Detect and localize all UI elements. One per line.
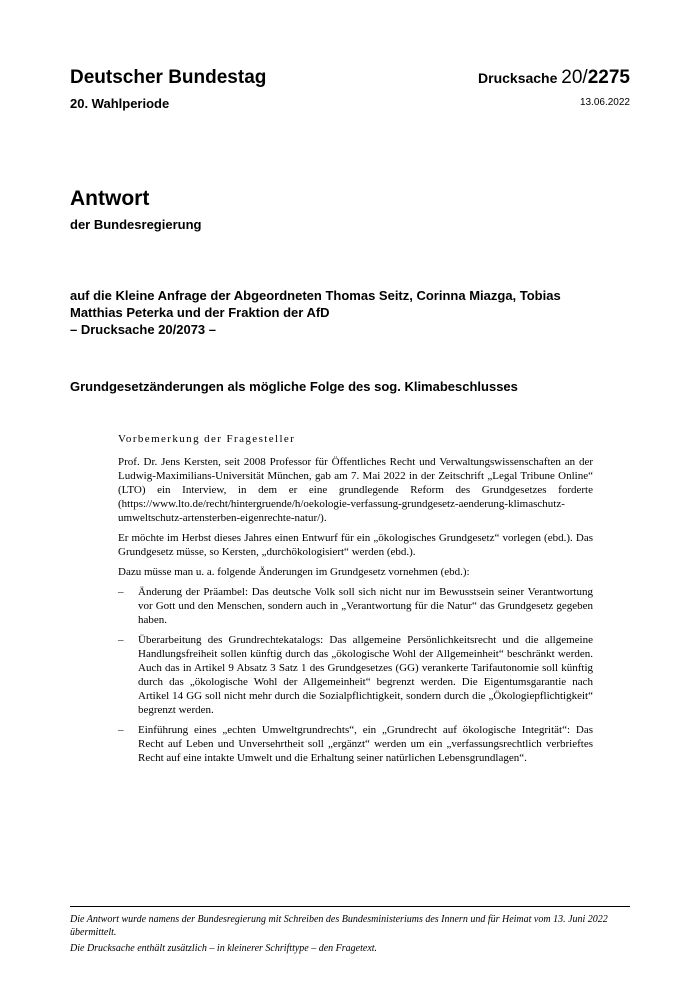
list-item [118,633,593,717]
list-dash: – [118,724,124,736]
body-paragraph: Prof. Dr. Jens Kersten, seit 2008 Professor für Öffentliches Recht und Verwaltungswissenschaften an der Ludwig-Maximilians-Universität München, gab am 7. Mai 2022 in der Zeitschrift „Legal Tribune Online“ (LTO) ein Interview, in dem er eine grundlegende Reform des Grundgesetzes forderte (https://www.lto.de/recht/hintergruende/h/oekologie-verfassung-grundgesetz-aenderung-klimaschutz-umweltschutz-artensterben-eigenrechte-natur/). [118,456,593,524]
change-list [118,585,593,765]
printed-matter-id: 2275 [587,67,630,88]
list-item [118,723,593,765]
list-item-text: Überarbeitung des Grundrechtekatalogs: Das allgemeine Persönlichkeitsrecht und die allgemeine Handlungsfreiheit sollen künftig durch das „ökologische Wohl der Allgemeinheit“ beschränkt werden. Auch das in Artikel 9 Absatz 3 Satz 1 des Grundgesetzes (GG) verankerte Tarifautonomie soll künftig durch das „ökologische Wohl der Allgemeinheit“ begrenzt werden. Die Eigentumsgarantie nach Artikel 14 GG soll nicht mehr durch die Sozialpflichtigkeit, sondern durch die „Ökologiepflichtigkeit“ begrenzt werden. [138,634,593,716]
preliminary-remark [118,432,593,771]
printed-matter-label: Drucksache [478,70,558,86]
list-item [118,585,593,627]
footer-divider [70,906,630,907]
inquiry-line-1: auf die Kleine Anfrage der Abgeordneten Thomas Seitz, Corinna Miazga, Tobias [70,288,561,303]
list-dash: – [118,586,124,598]
document-header-left [70,66,266,90]
organization-name: Deutscher Bundestag [70,67,267,88]
printed-matter-prefix: 20/ [561,67,588,88]
document-subtitle: der Bundesregierung [70,217,202,232]
footer-note: Die Antwort wurde namens der Bundesregierung mit Schreiben des Bundesministeriums des Innern und für Heimat vom 13. Juni 2022 übermittelt. [70,914,608,938]
preliminary-remark-heading: Vorbemerkung der Fragesteller [118,433,296,445]
footer-notes [70,913,630,958]
inquiry-reference [70,287,640,338]
body-paragraph: Dazu müsse man u. a. folgende Änderungen im Grundgesetz vornehmen (ebd.): [118,566,470,578]
inquiry-line-3: – Drucksache 20/2073 – [70,322,216,337]
body-paragraph: Er möchte im Herbst dieses Jahres einen Entwurf für ein „ökologisches Grundgesetz“ vorlegen (ebd.). Das Grundgesetz müsse, so Kersten, „durchökologisiert“ werden (ebd.). [118,532,593,558]
inquiry-line-2: Matthias Peterka und der Fraktion der AfD [70,305,330,320]
list-item-text: Einführung eines „echten Umweltgrundrechts“, ein „Grundrecht auf ökologische Integrität“: Das Recht auf Leben und Unversehrtheit soll „ergänzt“ werden um ein „verfassungsrechtlich verbrieftes Recht auf eine intakte Umwelt und die Erhaltung seiner natürlichen Lebensgrundlagen“. [138,724,593,764]
printed-matter-number [478,67,630,88]
document-title: Antwort [70,187,150,210]
document-date: 13.06.2022 [579,97,630,108]
list-dash: – [118,634,124,646]
footer-note: Die Drucksache enthält zusätzlich – in kleinerer Schrifttype – den Fragetext. [70,943,378,954]
legislative-period: 20. Wahlperiode [70,96,170,111]
document-header-right [478,66,630,90]
topic-heading: Grundgesetzänderungen als mögliche Folge des sog. Klimabeschlusses [70,379,518,394]
list-item-text: Änderung der Präambel: Das deutsche Volk soll sich nicht nur im Bewusstsein seiner Verantwortung vor Gott und den Menschen, sondern auch in „Verantwortung für die Natur“ das Grundgesetz gegeben haben. [138,586,593,626]
